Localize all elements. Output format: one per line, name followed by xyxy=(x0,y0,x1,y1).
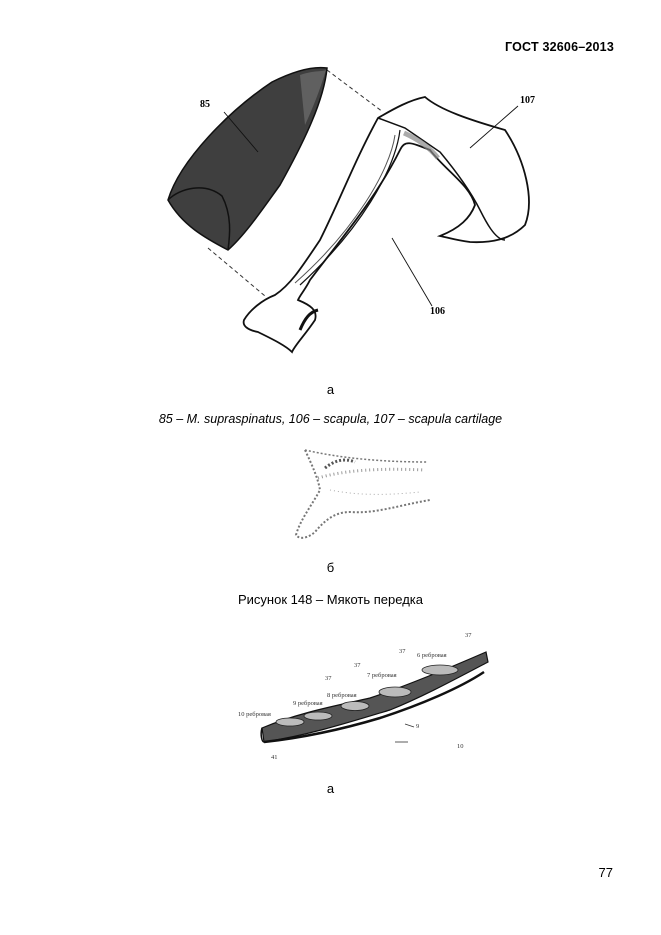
rib-label-37-a: 37 xyxy=(465,632,472,639)
figure-148a-legend: 85 – M. supraspinatus, 106 – scapula, 107 – scapula cartilage xyxy=(158,412,503,426)
figure-148a-sublabel: а xyxy=(326,382,335,397)
callout-107: 107 xyxy=(520,95,535,106)
rib-label-37-d: 37 xyxy=(325,675,332,682)
callout-41: 41 xyxy=(271,754,278,761)
rib-label-9: 9 ребровая xyxy=(293,700,323,707)
rib-label-37-c: 37 xyxy=(354,662,361,669)
figure-next-sublabel: а xyxy=(326,781,335,796)
rib-label-6: 6 ребровая xyxy=(417,652,447,659)
figure-148-caption: Рисунок 148 – Мякоть передка xyxy=(237,592,423,607)
callout-85: 85 xyxy=(200,99,210,110)
rib-label-10: 10 ребровая xyxy=(238,711,271,718)
rib-label-37-b: 37 xyxy=(399,648,406,655)
figure-148b-sublabel: б xyxy=(326,560,335,575)
rib-label-7: 7 ребровая xyxy=(367,672,397,679)
callout-106: 106 xyxy=(430,306,445,317)
rib-label-8: 8 ребровая xyxy=(327,692,357,699)
callout-10: 10 xyxy=(457,743,464,750)
standard-number: ГОСТ 32606–2013 xyxy=(505,40,614,54)
callout-9: 9 xyxy=(416,723,420,730)
page-number: 77 xyxy=(598,865,613,880)
